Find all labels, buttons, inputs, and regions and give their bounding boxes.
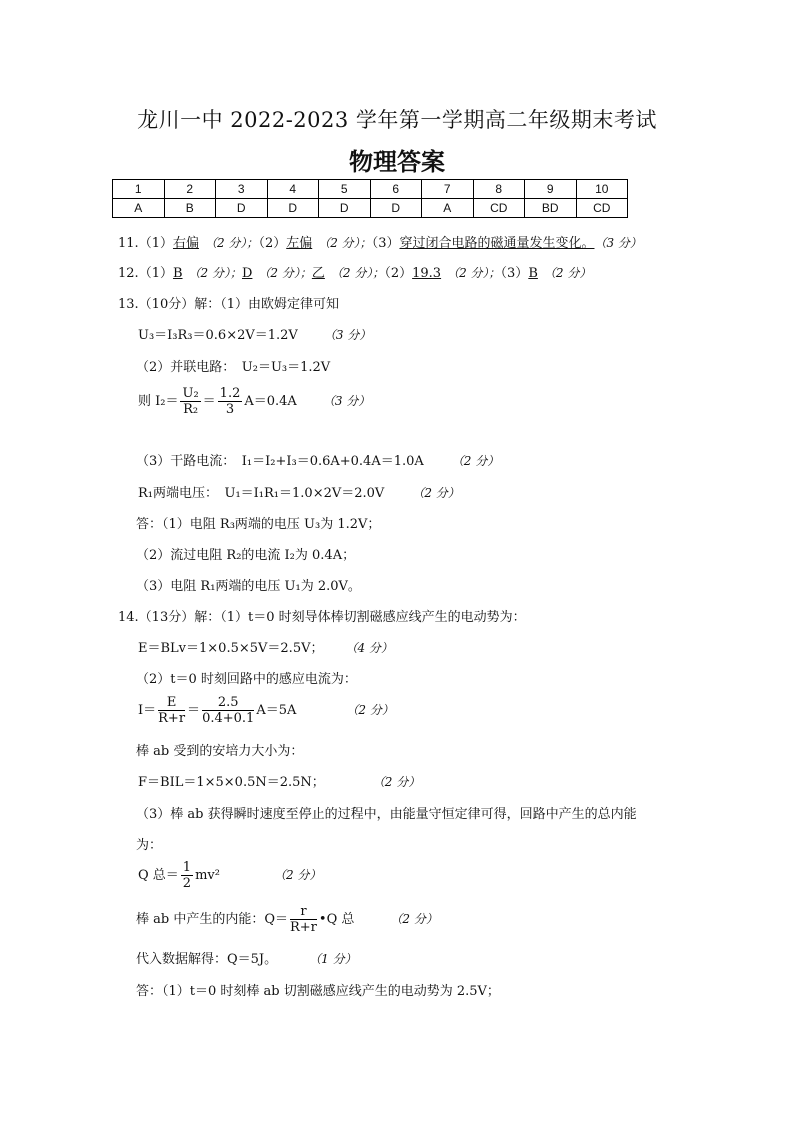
denominator: 0.4+0.1 xyxy=(202,711,255,726)
numerator: 1 xyxy=(182,860,192,875)
q14-step-line: （2）t＝0 时刻回路中的感应电流为： xyxy=(136,672,357,687)
score-note: （2 分） xyxy=(378,775,421,789)
equation-text: 棒 ab 中产生的内能：Q＝ xyxy=(136,912,288,927)
score-note: （4 分） xyxy=(351,641,393,655)
q13-step-line xyxy=(138,482,460,501)
score-note: （2 分） xyxy=(273,868,322,882)
equation-text: 代入数据解得：Q＝5J。 xyxy=(136,952,278,967)
equation-text: U₃＝I₃R₃＝0.6×2V＝1.2V xyxy=(138,328,298,343)
table-cell: 2 xyxy=(164,180,216,199)
fraction xyxy=(181,860,193,891)
q14-heading: 14.（13分）解：（1）t＝0 时刻导体棒切割磁感应线产生的电动势为： xyxy=(118,610,526,625)
part-label: （3） xyxy=(371,236,400,251)
numerator: 1.2 xyxy=(219,386,241,401)
q13-heading: 13.（10分）解：（1）由欧姆定律可知 xyxy=(118,297,339,312)
table-cell: 10 xyxy=(576,180,628,199)
q13-step-line xyxy=(136,450,499,469)
table-cell: BD xyxy=(525,199,577,218)
q14-step-line xyxy=(138,637,393,656)
numerator: r xyxy=(290,904,317,920)
table-cell: 3 xyxy=(216,180,268,199)
q14-step-line xyxy=(138,771,420,790)
fraction xyxy=(158,695,185,726)
answer-table xyxy=(112,179,628,218)
numerator: U₂ xyxy=(182,386,199,401)
equation-text: （3）干路电流： I₁＝I₂+I₃＝0.6A+0.4A＝1.0A xyxy=(136,454,424,469)
table-cell: 4 xyxy=(267,180,319,199)
score-note: （2 分） xyxy=(346,703,394,717)
q14-step-line xyxy=(136,948,357,967)
denominator: 3 xyxy=(225,402,235,417)
score-note: （2 分）； xyxy=(204,236,259,250)
answer-text: B xyxy=(528,266,538,281)
document-subtitle: 物理答案 xyxy=(349,148,445,176)
denominator: R+r xyxy=(290,920,317,935)
table-cell: CD xyxy=(576,199,628,218)
q14-step-line: 棒 ab 受到的安培力大小为： xyxy=(136,744,304,759)
denominator: R₂ xyxy=(183,402,199,417)
denominator: 2 xyxy=(182,876,192,891)
answer-table-number-row xyxy=(113,180,628,199)
table-cell: 7 xyxy=(422,180,474,199)
score-note: （2 分） xyxy=(451,454,500,468)
table-cell: B xyxy=(164,199,216,218)
score-note: （2 分）； xyxy=(188,266,242,280)
answer-text: 穿过闭合电路的磁通量发生变化。 xyxy=(399,236,595,251)
answer-text: B xyxy=(172,266,183,281)
table-cell: D xyxy=(216,199,268,218)
score-note: （2 分） xyxy=(390,912,438,926)
q14-fraction-line: I＝ $\frac{E}{R+r}$ ＝ $\frac{2.5}{0.4+0.1}$ A＝5A （2 分） xyxy=(138,695,394,726)
numerator: E xyxy=(158,695,185,711)
q13-step-line xyxy=(138,324,371,343)
q14-fraction-line xyxy=(136,904,438,935)
equation-text: F＝BIL＝1×5×0.5N＝2.5N； xyxy=(138,775,325,790)
fraction xyxy=(290,904,317,935)
table-cell: D xyxy=(319,199,371,218)
score-note: （2 分）； xyxy=(318,236,372,250)
fraction xyxy=(180,386,200,417)
part-label: （2） xyxy=(258,236,287,251)
score-note: （3 分） xyxy=(600,236,642,250)
answer-text: 右偏 xyxy=(172,236,199,251)
q12-answer-line xyxy=(118,262,591,281)
table-cell: CD xyxy=(473,199,525,218)
fraction xyxy=(202,695,254,726)
table-cell: D xyxy=(370,199,422,218)
q14-step-line: （3）棒 ab 获得瞬时速度至停止的过程中，由能量守恒定律可得，回路中产生的总内能 xyxy=(136,807,637,822)
score-note: （1 分） xyxy=(315,952,357,966)
answer-text: 19.3 xyxy=(412,266,442,281)
score-note: （2 分） xyxy=(543,266,592,280)
fraction xyxy=(218,386,243,417)
equation-text: Q 总＝ xyxy=(138,868,179,883)
table-cell: A xyxy=(422,199,474,218)
answer-text: D xyxy=(241,266,253,281)
denominator: R+r xyxy=(158,711,186,726)
equation-text: I＝ xyxy=(138,703,157,718)
equation-text: R₁两端电压： U₁＝I₁R₁＝1.0×2V＝2.0V xyxy=(138,486,385,501)
document-title: 龙川一中 2022-2023 学年第一学期高二年级期末考试 xyxy=(137,108,657,132)
q13-answer-line: （2）流过电阻 R₂的电流 I₂为 0.4A； xyxy=(136,548,356,563)
part-label: （1） xyxy=(138,236,173,251)
answer-table-answer-row xyxy=(113,199,628,218)
question-number: 11. xyxy=(118,236,139,251)
question-number: 12. xyxy=(118,266,139,281)
score-note: （2 分）； xyxy=(330,266,385,280)
q14-step-line: 为： xyxy=(136,838,163,853)
q13-answer-line: （3）电阻 R₁两端的电压 U₁为 2.0V。 xyxy=(136,579,361,594)
q13-fraction-line: 则 I₂＝ $\frac{\text{U₂}}{\text{R₂}}$ ＝ $\frac{1.2}{3}$ A＝0.4A （3 分） xyxy=(138,386,371,417)
score-note: （2 分）； xyxy=(258,266,312,280)
table-cell: A xyxy=(113,199,165,218)
score-note: （3 分） xyxy=(322,394,371,408)
answer-text: 乙 xyxy=(311,266,325,281)
table-cell: 1 xyxy=(113,180,165,199)
equation-text: A＝5A xyxy=(256,703,297,718)
equation-text: A＝0.4A xyxy=(244,394,297,409)
table-cell: 9 xyxy=(525,180,577,199)
q13-answer-line: 答：（1）电阻 R₃两端的电压 U₃为 1.2V； xyxy=(136,517,381,532)
part-label: （3） xyxy=(500,266,529,281)
score-note: （3 分） xyxy=(323,328,372,342)
equation-text: mv² xyxy=(195,868,220,883)
equation-text: E＝BLv＝1×0.5×5V＝2.5V； xyxy=(138,641,324,656)
q13-step-line: （2）并联电路： U₂＝U₃＝1.2V xyxy=(136,360,331,375)
equation-text: 则 I₂＝ xyxy=(138,394,179,409)
numerator: 2.5 xyxy=(202,695,254,711)
score-note: （2 分） xyxy=(412,486,460,500)
q14-fraction-line xyxy=(138,860,321,891)
answer-text: 左偏 xyxy=(286,236,313,251)
table-cell: D xyxy=(267,199,319,218)
table-cell: 5 xyxy=(319,180,371,199)
q14-answer-line: 答：（1）t＝0 时刻棒 ab 切割磁感应线产生的电动势为 2.5V； xyxy=(136,984,500,999)
table-cell: 6 xyxy=(370,180,422,199)
part-label: （1） xyxy=(138,266,173,281)
score-note: （2 分）； xyxy=(447,266,501,280)
q11-answer-line xyxy=(118,232,642,251)
part-label: （2） xyxy=(384,266,413,281)
table-cell: 8 xyxy=(473,180,525,199)
equation-text: •Q 总 xyxy=(318,912,355,927)
